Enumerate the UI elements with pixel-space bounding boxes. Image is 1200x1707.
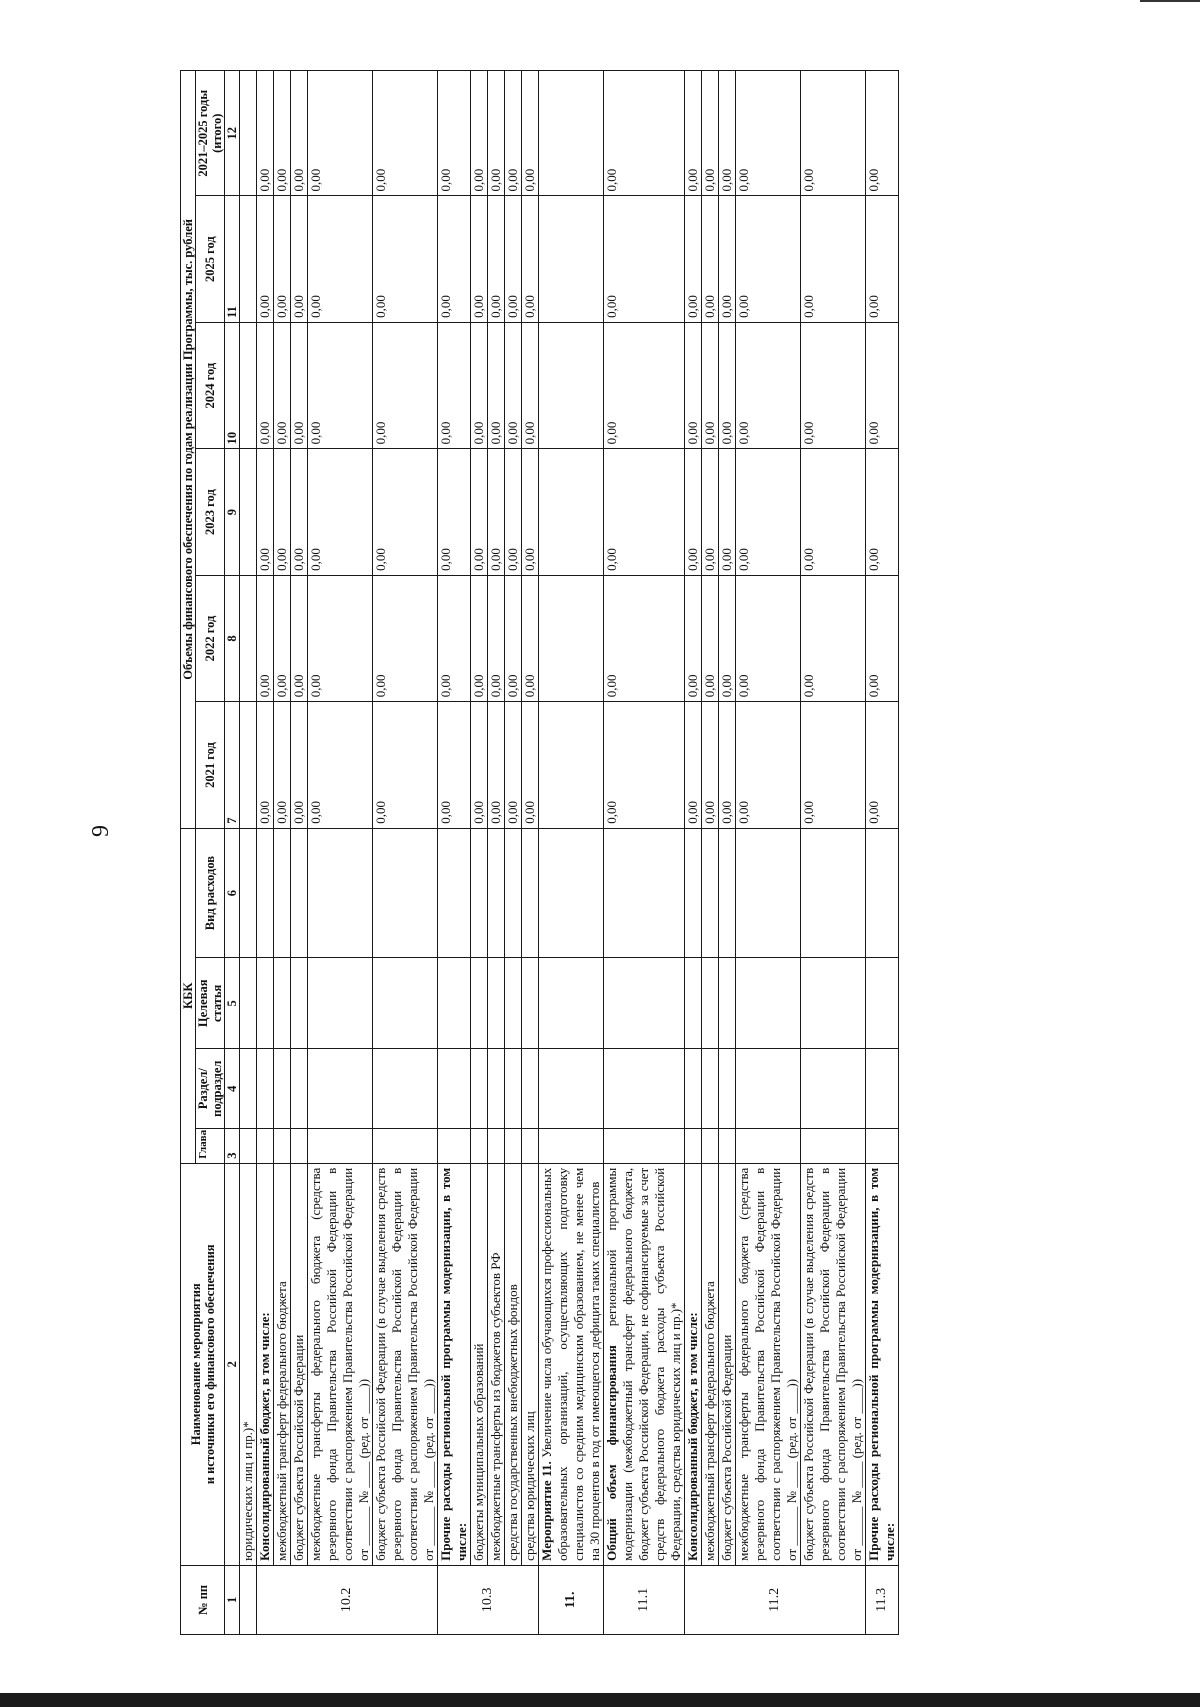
- row-description: [438, 1163, 471, 1565]
- row-description: [702, 1163, 719, 1565]
- kbk-cell: [240, 828, 257, 958]
- kbk-cell: [505, 1129, 522, 1164]
- row-description-text: бюджеты муниципальных образований: [471, 1343, 486, 1561]
- row-description: [866, 1163, 899, 1565]
- row-description: [604, 1163, 685, 1565]
- row-description: [736, 1163, 801, 1565]
- kbk-cell: [240, 958, 257, 1049]
- value-cell: 0,00: [505, 196, 522, 322]
- row-description: [240, 1163, 257, 1565]
- value-cell: 0,00: [471, 449, 488, 575]
- value-cell: 0,00: [471, 196, 488, 322]
- row-index: 11.3: [866, 1565, 899, 1634]
- value-cell: 0,00: [274, 449, 291, 575]
- kbk-cell: [685, 958, 702, 1049]
- kbk-cell: [373, 828, 438, 958]
- value-cell: 0,00: [522, 196, 539, 322]
- kbk-cell: [291, 1129, 308, 1164]
- value-cell: 0,00: [702, 449, 719, 575]
- row-description-text: Прочие расходы региональной программы модернизации, в том числе:: [866, 1167, 897, 1561]
- value-cell: 0,00: [308, 71, 373, 196]
- kbk-cell: [240, 1129, 257, 1164]
- value-cell: [539, 702, 604, 828]
- value-cell: 0,00: [438, 702, 471, 828]
- value-cell: 0,00: [719, 322, 736, 448]
- row-description: [373, 1163, 438, 1565]
- kbk-cell: [274, 958, 291, 1049]
- header-2021: 2021 год: [196, 702, 225, 828]
- kbk-cell: [438, 1049, 471, 1129]
- table-row: [240, 71, 257, 1635]
- kbk-cell: [522, 958, 539, 1049]
- value-cell: [240, 196, 257, 322]
- kbk-cell: [702, 958, 719, 1049]
- value-cell: 0,00: [471, 575, 488, 701]
- value-cell: 0,00: [274, 71, 291, 196]
- scan-corner-mark: [1140, 0, 1200, 2]
- value-cell: 0,00: [866, 196, 899, 322]
- value-cell: 0,00: [702, 575, 719, 701]
- value-cell: [539, 71, 604, 196]
- value-cell: 0,00: [257, 196, 274, 322]
- table-row: [438, 71, 471, 1635]
- header-2025: 2025 год: [196, 196, 225, 322]
- row-description: [539, 1163, 604, 1565]
- kbk-cell: [373, 1049, 438, 1129]
- value-cell: 0,00: [702, 71, 719, 196]
- col-number: 10: [225, 322, 240, 448]
- kbk-cell: [719, 1129, 736, 1164]
- value-cell: 0,00: [505, 702, 522, 828]
- row-description: [308, 1163, 373, 1565]
- kbk-cell: [471, 828, 488, 958]
- header-celevaya: Целевая статья: [196, 958, 225, 1049]
- value-cell: 0,00: [438, 449, 471, 575]
- value-cell: 0,00: [488, 196, 505, 322]
- kbk-cell: [308, 1129, 373, 1164]
- kbk-cell: [685, 1129, 702, 1164]
- row-description: [505, 1163, 522, 1565]
- kbk-cell: [308, 828, 373, 958]
- kbk-cell: [685, 828, 702, 958]
- value-cell: 0,00: [801, 196, 866, 322]
- kbk-cell: [505, 958, 522, 1049]
- col-number: 4: [225, 1049, 240, 1129]
- value-cell: 0,00: [801, 575, 866, 701]
- value-cell: [539, 322, 604, 448]
- header-glava: Глава: [196, 1129, 225, 1164]
- col-number: 11: [225, 196, 240, 322]
- row-description: [471, 1163, 488, 1565]
- header-name: [181, 1163, 225, 1565]
- row-description-text: межбюджетный трансферт федерального бюджета: [702, 1281, 717, 1561]
- table-row: [274, 71, 291, 1635]
- table-row: [604, 71, 685, 1635]
- table-row: [373, 71, 438, 1635]
- col-number: 6: [225, 828, 240, 958]
- value-cell: 0,00: [736, 575, 801, 701]
- header-vid: Вид расходов: [196, 828, 225, 958]
- funding-table-sheet: [180, 70, 1048, 1635]
- row-description-text: межбюджетные трансферты из бюджетов субъектов РФ: [488, 1252, 503, 1561]
- value-cell: 0,00: [522, 575, 539, 701]
- kbk-cell: [505, 828, 522, 958]
- value-cell: 0,00: [308, 575, 373, 701]
- value-cell: 0,00: [308, 449, 373, 575]
- kbk-cell: [539, 1049, 604, 1129]
- row-index: 10.3: [438, 1565, 539, 1634]
- header-2023: 2023 год: [196, 449, 225, 575]
- kbk-cell: [866, 828, 899, 958]
- value-cell: 0,00: [488, 702, 505, 828]
- row-description-text: средства государственных внебюджетных фондов: [505, 1284, 520, 1561]
- row-description-bold: Мероприятие 11.: [539, 1461, 554, 1561]
- value-cell: 0,00: [702, 322, 719, 448]
- kbk-cell: [866, 958, 899, 1049]
- row-description-bold: Общий объем финансирования: [604, 1345, 619, 1561]
- kbk-cell: [801, 958, 866, 1049]
- value-cell: 0,00: [274, 575, 291, 701]
- row-index: 10.2: [257, 1565, 438, 1634]
- value-cell: 0,00: [505, 449, 522, 575]
- value-cell: 0,00: [291, 322, 308, 448]
- kbk-cell: [801, 1049, 866, 1129]
- header-funding: Объемы финансового обеспечения по годам реализации Программы, тыс. рублей: [181, 71, 196, 829]
- value-cell: 0,00: [702, 196, 719, 322]
- table-row: [685, 71, 702, 1635]
- value-cell: 0,00: [685, 322, 702, 448]
- value-cell: 0,00: [801, 322, 866, 448]
- kbk-cell: [488, 828, 505, 958]
- value-cell: 0,00: [522, 322, 539, 448]
- value-cell: 0,00: [257, 71, 274, 196]
- table-row: [719, 71, 736, 1635]
- kbk-cell: [274, 1049, 291, 1129]
- value-cell: 0,00: [604, 71, 685, 196]
- kbk-cell: [801, 828, 866, 958]
- value-cell: 0,00: [604, 575, 685, 701]
- value-cell: 0,00: [373, 71, 438, 196]
- row-index: 11.: [539, 1565, 604, 1634]
- kbk-cell: [539, 1129, 604, 1164]
- kbk-cell: [539, 828, 604, 958]
- header-razdel: Раздел/ подраздел: [196, 1049, 225, 1129]
- value-cell: [240, 575, 257, 701]
- kbk-cell: [736, 1049, 801, 1129]
- row-description: [685, 1163, 702, 1565]
- row-description: [801, 1163, 866, 1565]
- kbk-cell: [488, 1049, 505, 1129]
- table-row: [471, 71, 488, 1635]
- row-description-text: межбюджетные трансферты федерального бюджета (средства резервного фонда Правительства Российской Федерации в соответствии с распоряжением Правительства Российской Федерации от ______ № ____ (ред. от ____)): [308, 1167, 371, 1561]
- scan-bottom-line: [0, 1698, 980, 1701]
- kbk-cell: [604, 828, 685, 958]
- col-number: 3: [225, 1129, 240, 1164]
- value-cell: 0,00: [308, 322, 373, 448]
- kbk-cell: [488, 958, 505, 1049]
- kbk-cell: [736, 958, 801, 1049]
- value-cell: 0,00: [604, 702, 685, 828]
- row-description-text: Увеличение числа обучающихся профессиональных образовательных организаций, осуществляющих подготовку специалистов со средним медицинским образованием, не менее чем на 30 процентов в год от имеющегося дефицита таких специалистов: [539, 1167, 602, 1561]
- kbk-cell: [604, 1049, 685, 1129]
- row-description: [257, 1163, 274, 1565]
- row-description: [522, 1163, 539, 1565]
- kbk-cell: [719, 1049, 736, 1129]
- value-cell: 0,00: [866, 702, 899, 828]
- value-cell: 0,00: [719, 71, 736, 196]
- value-cell: 0,00: [291, 71, 308, 196]
- kbk-cell: [274, 1129, 291, 1164]
- value-cell: 0,00: [866, 575, 899, 701]
- value-cell: 0,00: [373, 196, 438, 322]
- row-description-text: средства юридических лиц: [522, 1411, 537, 1561]
- value-cell: 0,00: [308, 196, 373, 322]
- value-cell: 0,00: [866, 322, 899, 448]
- row-description-text: межбюджетные трансферты федерального бюджета (средства резервного фонда Правительства Российской Федерации в соответствии с распоряжением Правительства Российской Федерации от ______ № ____ (ред. от ____)): [736, 1167, 799, 1561]
- value-cell: [539, 575, 604, 701]
- value-cell: 0,00: [373, 322, 438, 448]
- value-cell: 0,00: [488, 71, 505, 196]
- value-cell: 0,00: [257, 322, 274, 448]
- col-number: 5: [225, 958, 240, 1049]
- table-header: [181, 71, 240, 1635]
- value-cell: 0,00: [488, 449, 505, 575]
- value-cell: 0,00: [866, 71, 899, 196]
- kbk-cell: [291, 958, 308, 1049]
- table-row: [291, 71, 308, 1635]
- value-cell: [240, 71, 257, 196]
- row-description-text: бюджет субъекта Российской Федерации: [719, 1334, 734, 1561]
- row-description: [488, 1163, 505, 1565]
- funding-table: [180, 70, 899, 1635]
- kbk-cell: [257, 828, 274, 958]
- value-cell: 0,00: [702, 702, 719, 828]
- kbk-cell: [866, 1129, 899, 1164]
- row-index: [240, 1565, 257, 1634]
- value-cell: 0,00: [736, 196, 801, 322]
- value-cell: 0,00: [257, 575, 274, 701]
- header-2024: 2024 год: [196, 322, 225, 448]
- row-description: [291, 1163, 308, 1565]
- value-cell: [240, 322, 257, 448]
- value-cell: 0,00: [505, 322, 522, 448]
- kbk-cell: [736, 828, 801, 958]
- value-cell: 0,00: [438, 196, 471, 322]
- value-cell: [539, 449, 604, 575]
- kbk-cell: [736, 1129, 801, 1164]
- header-total: 2021–2025 годы (итого): [196, 71, 225, 196]
- col-number: 1: [225, 1565, 240, 1634]
- col-number: 9: [225, 449, 240, 575]
- col-number: 12: [225, 71, 240, 196]
- kbk-cell: [257, 1049, 274, 1129]
- value-cell: 0,00: [291, 575, 308, 701]
- col-number: 8: [225, 575, 240, 701]
- row-description-text: юридических лиц и пр.)*: [240, 1421, 255, 1561]
- header-num: № пп: [181, 1565, 225, 1634]
- value-cell: 0,00: [719, 575, 736, 701]
- row-description-text: межбюджетный трансферт федерального бюджета: [274, 1281, 289, 1561]
- table-row: [522, 71, 539, 1635]
- value-cell: 0,00: [308, 702, 373, 828]
- kbk-cell: [488, 1129, 505, 1164]
- table-row: [801, 71, 866, 1635]
- value-cell: 0,00: [438, 575, 471, 701]
- kbk-cell: [438, 1129, 471, 1164]
- kbk-cell: [291, 828, 308, 958]
- value-cell: 0,00: [274, 702, 291, 828]
- value-cell: [539, 196, 604, 322]
- row-index: 11.1: [604, 1565, 685, 1634]
- kbk-cell: [291, 1049, 308, 1129]
- kbk-cell: [702, 1129, 719, 1164]
- header-name-line2: и источники его финансового обеспечения: [202, 1244, 217, 1485]
- value-cell: 0,00: [471, 71, 488, 196]
- value-cell: 0,00: [505, 71, 522, 196]
- value-cell: 0,00: [801, 449, 866, 575]
- header-name-line1: Наименование мероприятия: [188, 1283, 203, 1446]
- value-cell: 0,00: [719, 449, 736, 575]
- value-cell: [240, 702, 257, 828]
- row-description: [274, 1163, 291, 1565]
- kbk-cell: [685, 1049, 702, 1129]
- value-cell: 0,00: [719, 196, 736, 322]
- value-cell: 0,00: [801, 702, 866, 828]
- value-cell: 0,00: [604, 449, 685, 575]
- value-cell: 0,00: [685, 575, 702, 701]
- kbk-cell: [373, 958, 438, 1049]
- value-cell: 0,00: [373, 575, 438, 701]
- kbk-cell: [801, 1129, 866, 1164]
- kbk-cell: [719, 958, 736, 1049]
- value-cell: 0,00: [471, 322, 488, 448]
- header-2022: 2022 год: [196, 575, 225, 701]
- value-cell: 0,00: [291, 702, 308, 828]
- table-row: [736, 71, 801, 1635]
- value-cell: 0,00: [438, 71, 471, 196]
- row-description-text: Прочие расходы региональной программы модернизации, в том числе:: [438, 1167, 469, 1561]
- value-cell: 0,00: [685, 196, 702, 322]
- value-cell: 0,00: [685, 71, 702, 196]
- value-cell: 0,00: [736, 702, 801, 828]
- kbk-cell: [257, 1129, 274, 1164]
- header-kbk: КБК: [181, 828, 196, 1163]
- row-index: 11.2: [685, 1565, 866, 1634]
- table-row: [488, 71, 505, 1635]
- value-cell: 0,00: [719, 702, 736, 828]
- kbk-cell: [471, 958, 488, 1049]
- value-cell: 0,00: [373, 449, 438, 575]
- value-cell: 0,00: [522, 449, 539, 575]
- value-cell: 0,00: [438, 322, 471, 448]
- table-row: [505, 71, 522, 1635]
- col-number: 7: [225, 702, 240, 828]
- kbk-cell: [866, 1049, 899, 1129]
- row-description-text: Консолидированный бюджет, в том числе:: [257, 1312, 272, 1561]
- kbk-cell: [240, 1049, 257, 1129]
- value-cell: 0,00: [471, 702, 488, 828]
- value-cell: 0,00: [736, 71, 801, 196]
- value-cell: 0,00: [291, 449, 308, 575]
- kbk-cell: [274, 828, 291, 958]
- value-cell: 0,00: [522, 71, 539, 196]
- value-cell: 0,00: [488, 322, 505, 448]
- table-row: [866, 71, 899, 1635]
- value-cell: 0,00: [736, 322, 801, 448]
- page-number: 9: [88, 825, 114, 837]
- table-row: [702, 71, 719, 1635]
- value-cell: 0,00: [257, 449, 274, 575]
- value-cell: 0,00: [604, 322, 685, 448]
- kbk-cell: [539, 958, 604, 1049]
- value-cell: 0,00: [257, 702, 274, 828]
- kbk-cell: [505, 1049, 522, 1129]
- row-description-text: бюджет субъекта Российской Федерации (в случае выделения средств резервного фонда Правительства Российской Федерации в соответствии с распоряжением Правительства Российской Федерации от ______ № ____ (ред. от ____)): [373, 1167, 436, 1561]
- value-cell: 0,00: [488, 575, 505, 701]
- value-cell: 0,00: [291, 196, 308, 322]
- table-row: [257, 71, 274, 1635]
- kbk-cell: [308, 958, 373, 1049]
- row-description-text: Консолидированный бюджет, в том числе:: [685, 1312, 700, 1561]
- row-description-text: бюджет субъекта Российской Федерации: [291, 1334, 306, 1561]
- kbk-cell: [702, 828, 719, 958]
- kbk-cell: [719, 828, 736, 958]
- row-description: [719, 1163, 736, 1565]
- kbk-cell: [438, 958, 471, 1049]
- table-row: [539, 71, 604, 1635]
- value-cell: 0,00: [604, 196, 685, 322]
- kbk-cell: [604, 958, 685, 1049]
- value-cell: 0,00: [685, 449, 702, 575]
- table-row: [308, 71, 373, 1635]
- kbk-cell: [604, 1129, 685, 1164]
- value-cell: [240, 449, 257, 575]
- row-description-text: региональной программы модернизации (межбюджетный трансферт федерального бюджета, бюджет субъекта Российской Федерации, не софинансируемые за счет средств федерального бюджета расходы субъекта Российской Федерации, средства юридических лиц и пр.)*: [604, 1167, 683, 1561]
- kbk-cell: [308, 1049, 373, 1129]
- value-cell: 0,00: [685, 702, 702, 828]
- row-description-text: бюджет субъекта Российской Федерации (в случае выделения средств резервного фонда Правительства Российской Федерации в соответствии с распоряжением Правительства Российской Федерации от ______ № ____ (ред. от ____)): [801, 1167, 864, 1561]
- value-cell: 0,00: [801, 71, 866, 196]
- kbk-cell: [471, 1049, 488, 1129]
- kbk-cell: [373, 1129, 438, 1164]
- kbk-cell: [438, 828, 471, 958]
- column-number-row: [225, 71, 240, 1635]
- kbk-cell: [522, 1129, 539, 1164]
- kbk-cell: [522, 1049, 539, 1129]
- col-number: 2: [225, 1163, 240, 1565]
- table-body: [240, 71, 899, 1635]
- kbk-cell: [257, 958, 274, 1049]
- value-cell: 0,00: [522, 702, 539, 828]
- value-cell: 0,00: [736, 449, 801, 575]
- value-cell: 0,00: [373, 702, 438, 828]
- kbk-cell: [702, 1049, 719, 1129]
- value-cell: 0,00: [505, 575, 522, 701]
- value-cell: 0,00: [274, 322, 291, 448]
- kbk-cell: [471, 1129, 488, 1164]
- value-cell: 0,00: [866, 449, 899, 575]
- kbk-cell: [522, 828, 539, 958]
- value-cell: 0,00: [274, 196, 291, 322]
